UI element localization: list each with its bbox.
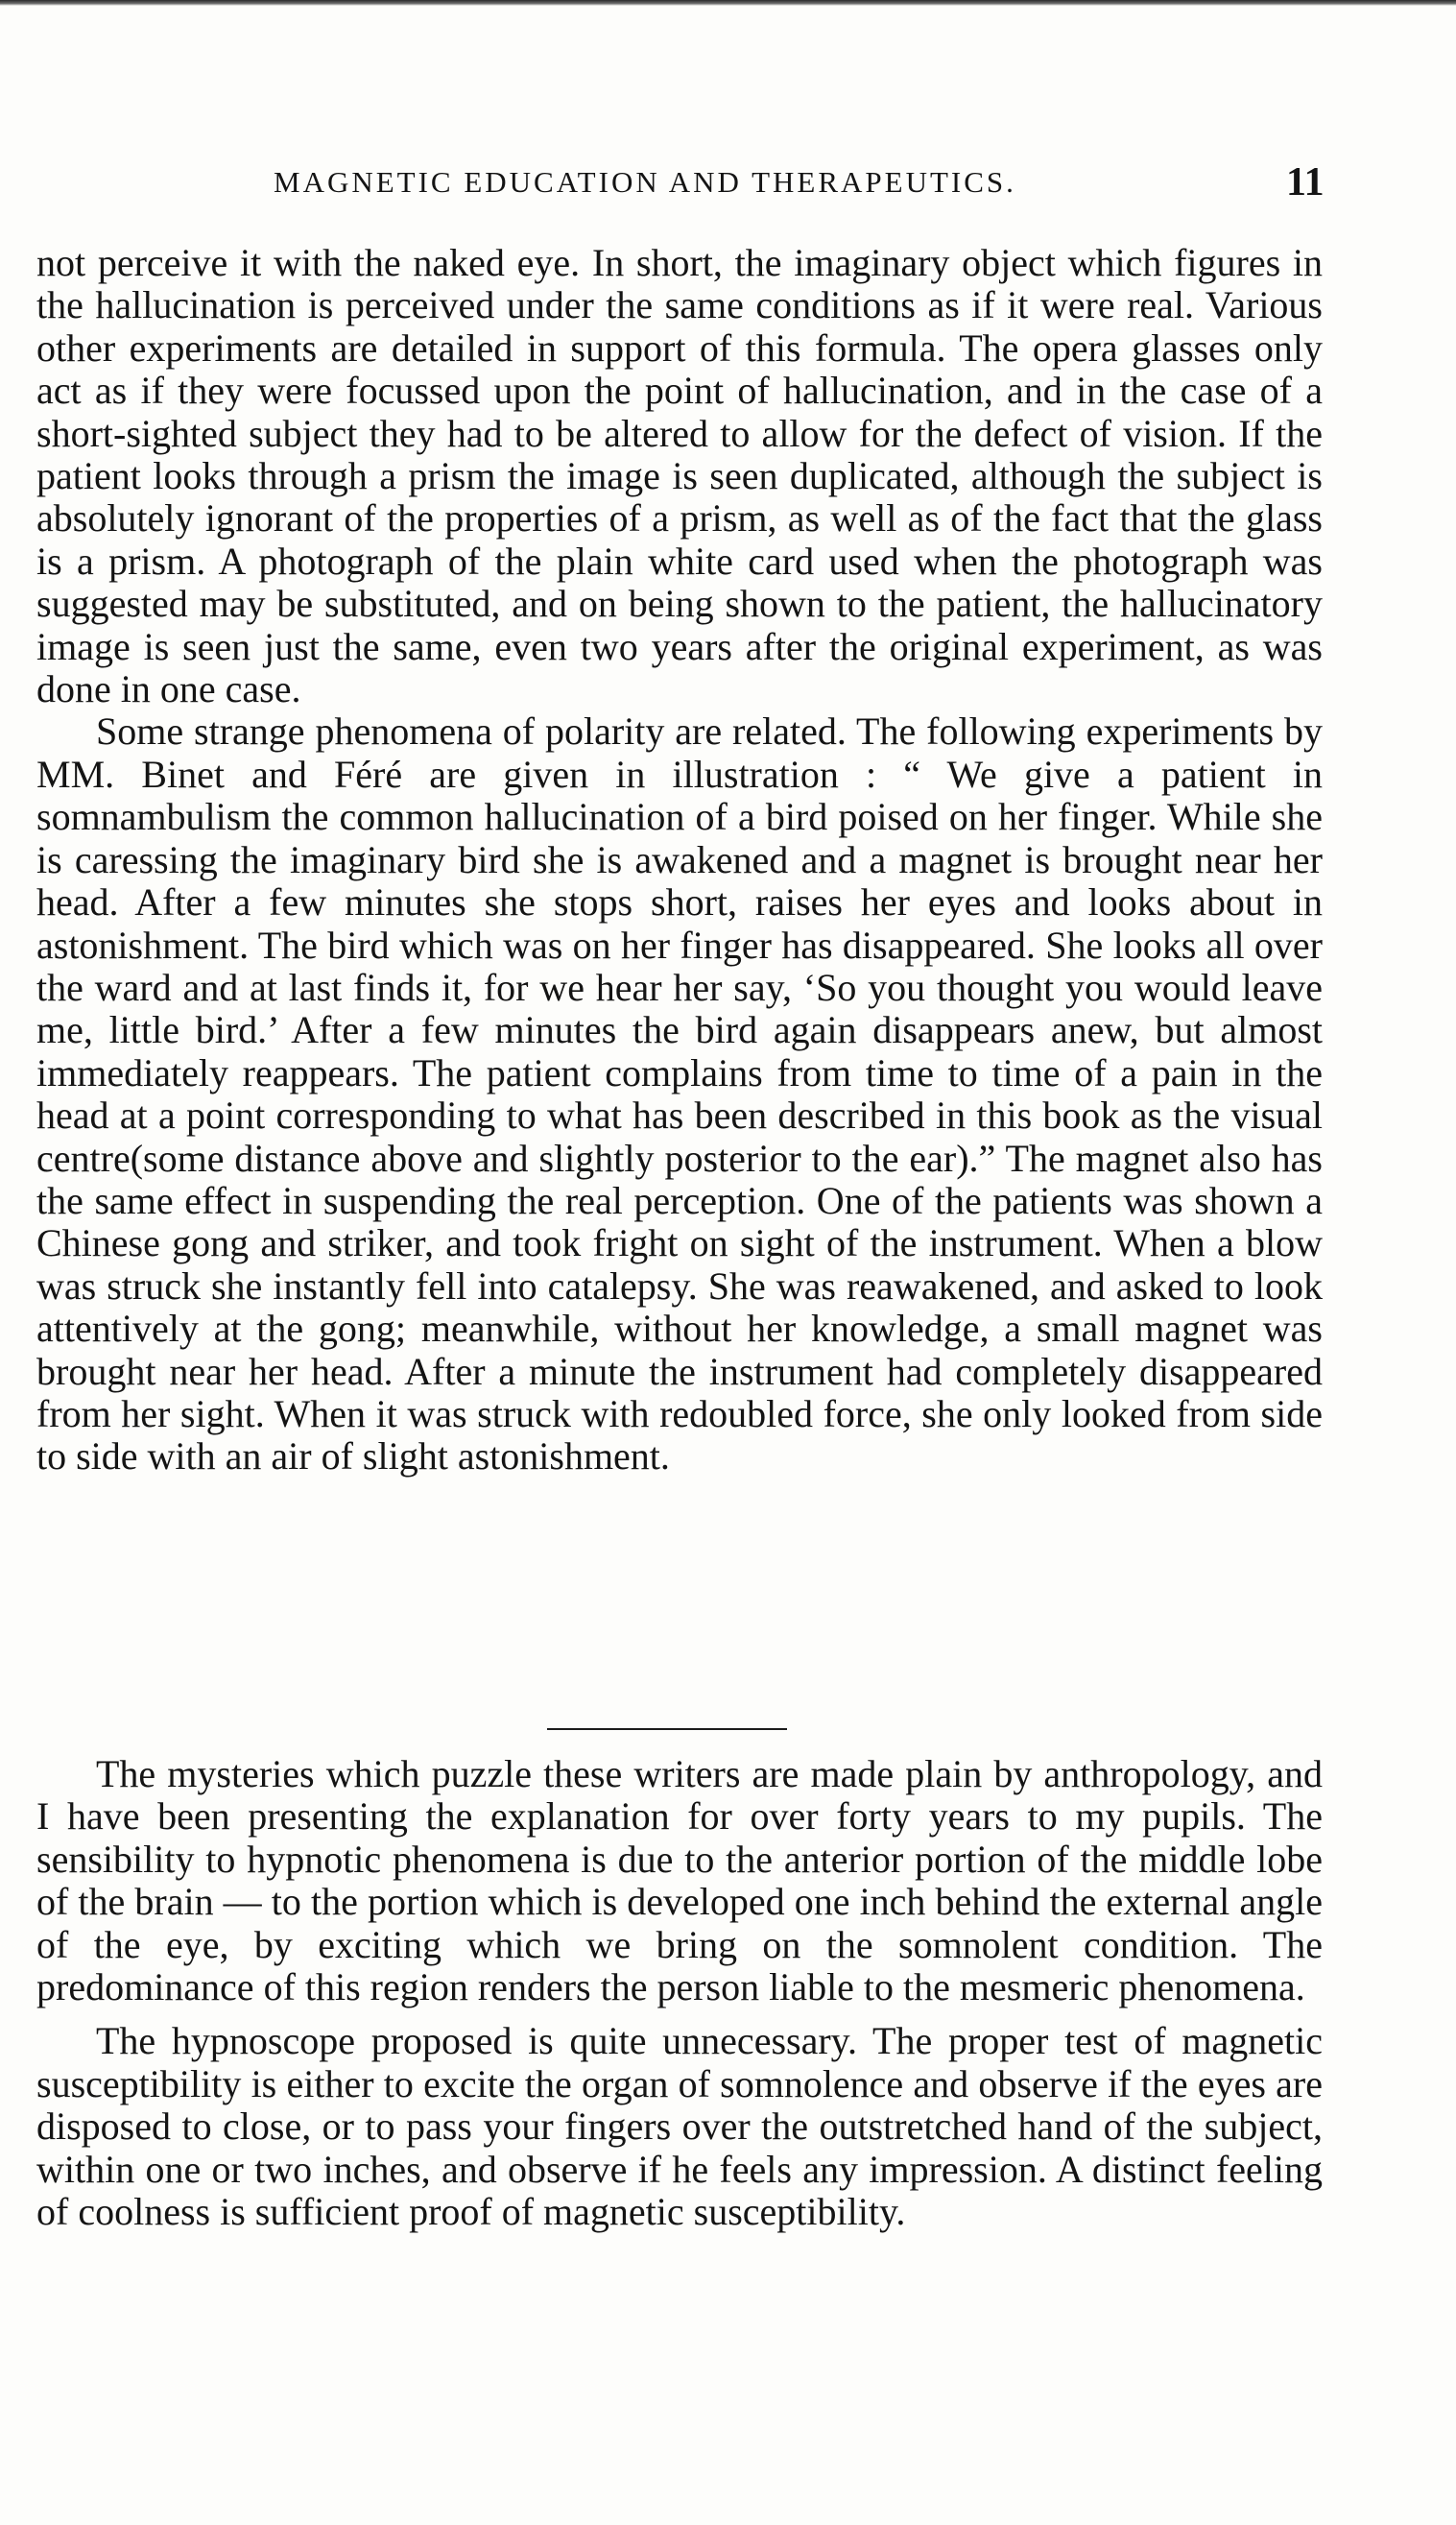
- page-number: 11: [1286, 160, 1325, 204]
- paragraph-continuation: not perceive it with the naked eye. In short, the imaginary object which figures in the hallucination is perceived under the same conditions as if it were real. Various other experiments are detailed in support of this formula. The opera glasses only act as if they were focussed upon the point of hallucination, and in the case of a short-sighted subject they had to be altered to allow for the defect of vision. If the patient looks through a prism the image is seen duplicated, although the subject is absolutely ignorant of the properties of a prism, as well as of the fact that the glass is a prism. A photograph of the plain white card used when the photograph was suggested may be substituted, and on being shown to the patient, the hallucinatory image is seen just the same, even two years after the original experiment, as was done in one case.: [36, 241, 1323, 711]
- paragraph-anthropology: The mysteries which puzzle these writers are made plain by anthropology, and I have been presenting the explanation for over forty years to my pupils. The sensibility to hypnotic phenomena is due to the anterior portion of the middle lobe of the brain — to the portion which is developed one inch behind the external angle of the eye, by exciting which we bring on the somnolent condition. The predominance of this region renders the person liable to the mesmeric phenomena.: [36, 1752, 1323, 2009]
- paragraph-hypnoscope: The hypnoscope proposed is quite unnecessary. The proper test of magnetic susceptibility is either to excite the organ of somnolence and observe if the eyes are disposed to close, or to pass your fingers over the outstretched hand of the subject, within one or two inches, and observe if he feels any impression. A distinct feeling of coolness is sufficient proof of magnetic susceptibility.: [36, 2019, 1323, 2234]
- section-divider: [547, 1728, 787, 1730]
- page-top-edge: [0, 0, 1456, 6]
- text-block-lower: [36, 1753, 1323, 2233]
- text-block-upper: [36, 242, 1323, 1479]
- running-head: MAGNETIC EDUCATION AND THERAPEUTICS.: [274, 165, 1016, 199]
- paragraph-polarity: Some strange phenomena of polarity are related. The following experiments by MM. Binet and Féré are given in illustration : “ We give a patient in somnambulism the common hallucination of a bird poised on her finger. While she is caressing the imaginary bird she is awakened and a magnet is brought near her head. After a few minutes she stops short, raises her eyes and looks about in astonishment. The bird which was on her finger has disappeared. She looks all over the ward and at last finds it, for we hear her say, ‘So you thought you would leave me, little bird.’ After a few minutes the bird again disappears anew, but almost immediately reappears. The patient complains from time to time of a pain in the head at a point corresponding to what has been described in this book as the visual centre(some distance above and slightly posterior to the ear).” The magnet also has the same effect in suspending the real perception. One of the patients was shown a Chinese gong and striker, and took fright on sight of the instrument. When a blow was struck she instantly fell into catalepsy. She was reawakened, and asked to look attentively at the gong; meanwhile, without her knowledge, a small magnet was brought near her head. After a minute the instrument had completely disappeared from her sight. When it was struck with redoubled force, she only looked from side to side with an air of slight astonishment.: [36, 709, 1323, 1479]
